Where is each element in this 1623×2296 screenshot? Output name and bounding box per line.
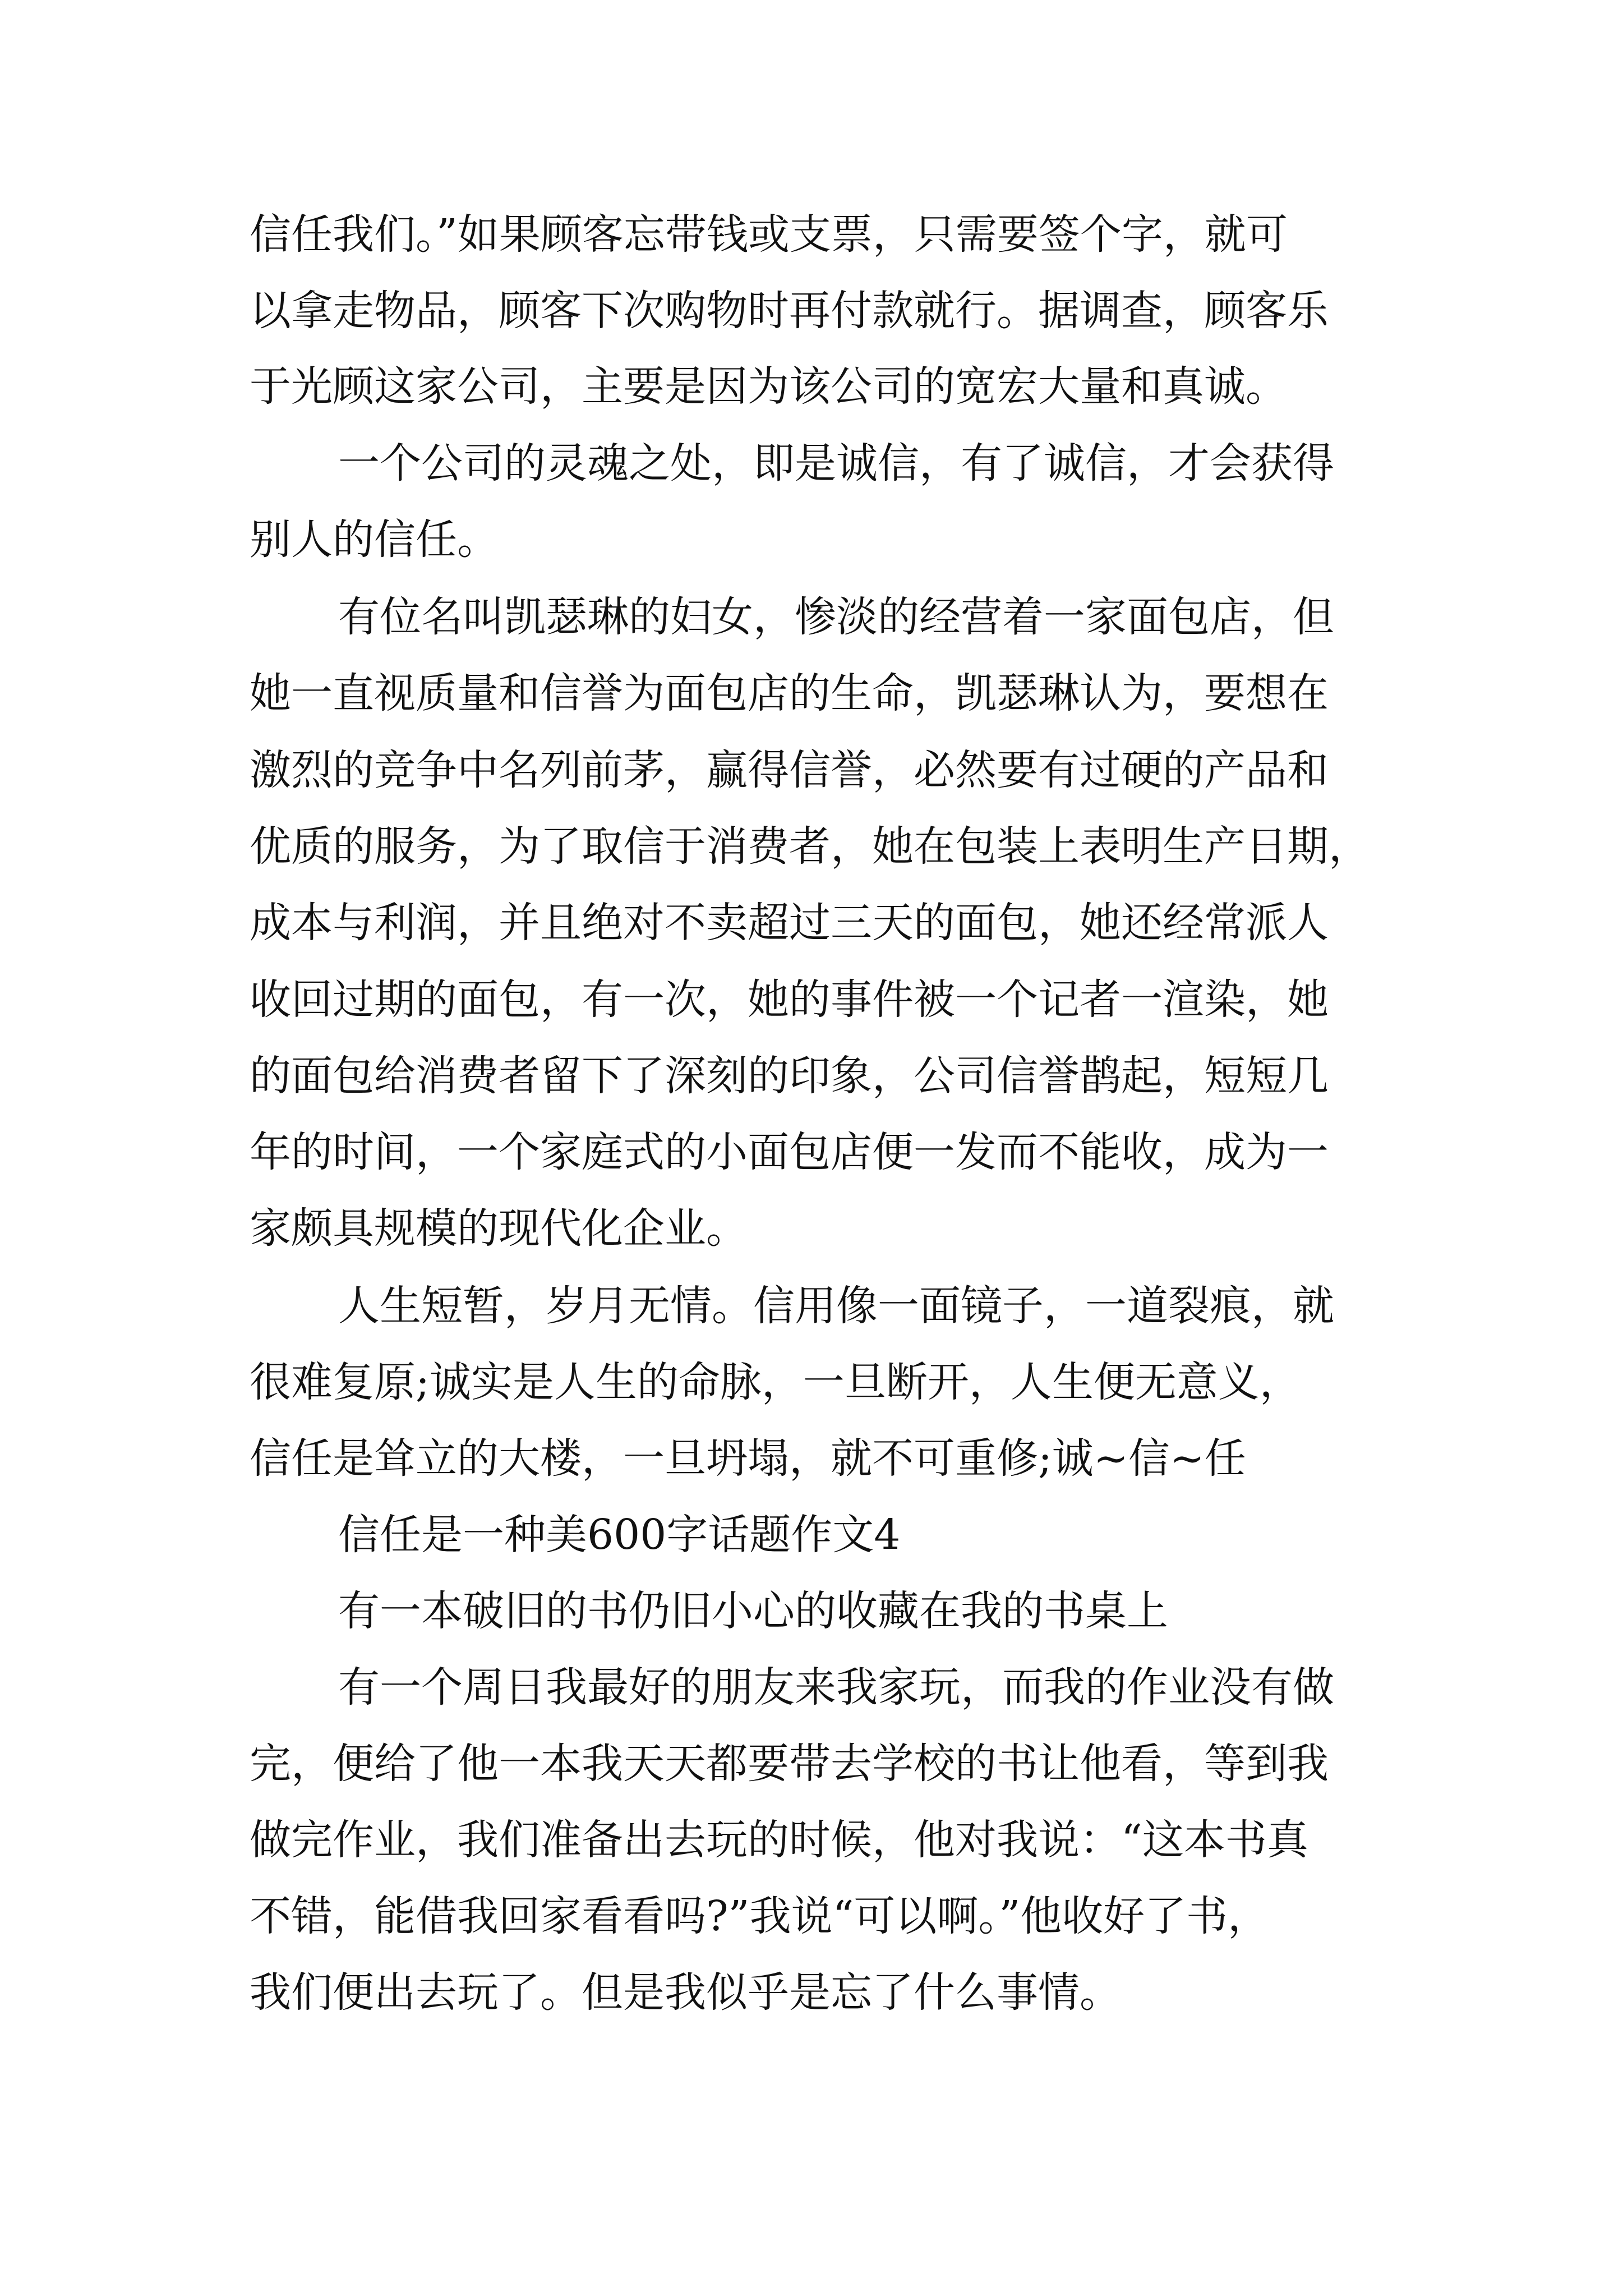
text-line: 别人的信任。 — [250, 516, 499, 564]
paragraph-first-line: 人生短暂，岁月无情。信用像一面镜子，一道裂痕，就 — [338, 1282, 1334, 1330]
section-heading: 信任是一种美600字话题作文4 — [338, 1511, 901, 1559]
text-line: 于光顾这家公司，主要是因为该公司的宽宏大量和真诚。 — [250, 362, 1287, 411]
text-line: 激烈的竞争中名列前茅，赢得信誉，必然要有过硬的产品和 — [250, 746, 1329, 794]
paragraph-first-line: 有一个周日我最好的朋友来我家玩，而我的作业没有做 — [338, 1663, 1334, 1711]
text-line: 的面包给消费者留下了深刻的印象，公司信誉鹊起，短短几 — [250, 1052, 1329, 1100]
text-line: 不错，能借我回家看看吗?”我说“可以啊。”他收好了书， — [250, 1892, 1270, 1940]
text-line: 信任我们。”如果顾客忘带钱或支票，只需要签个字，就可 — [250, 210, 1288, 259]
text-line: 做完作业，我们准备出去玩的时候，他对我说：“这本书真 — [250, 1816, 1308, 1864]
paragraph-first-line: 一个公司的灵魂之处，即是诚信，有了诚信，才会获得 — [338, 439, 1334, 487]
paragraph-first-line: 有位名叫凯瑟琳的妇女，惨淡的经营着一家面包店，但 — [338, 593, 1334, 641]
text-line: 优质的服务，为了取信于消费者，她在包装上表明生产日期， — [250, 822, 1370, 871]
text-line: 很难复原;诚实是人生的命脉，一旦断开，人生便无意义， — [250, 1358, 1301, 1406]
paragraph-first-line: 有一本破旧的书仍旧小心的收藏在我的书桌上 — [338, 1587, 1168, 1635]
text-line: 收回过期的面包，有一次，她的事件被一个记者一渲染，她 — [250, 976, 1329, 1024]
text-line: 完，便给了他一本我天天都要带去学校的书让他看，等到我 — [250, 1740, 1329, 1788]
text-line: 信任是耸立的大楼，一旦坍塌，就不可重修;诚~信~任 — [250, 1434, 1246, 1483]
text-line: 以拿走物品，顾客下次购物时再付款就行。据调查，顾客乐 — [250, 287, 1329, 335]
text-line: 家颇具规模的现代化企业。 — [250, 1204, 748, 1253]
text-line: 成本与利润，并且绝对不卖超过三天的面包，她还经常派人 — [250, 899, 1329, 947]
text-line: 我们便出去玩了。但是我似乎是忘了什么事情。 — [250, 1968, 1121, 2017]
text-line: 她一直视质量和信誉为面包店的生命，凯瑟琳认为，要想在 — [250, 669, 1329, 717]
text-line: 年的时间，一个家庭式的小面包店便一发而不能收，成为一 — [250, 1128, 1329, 1176]
